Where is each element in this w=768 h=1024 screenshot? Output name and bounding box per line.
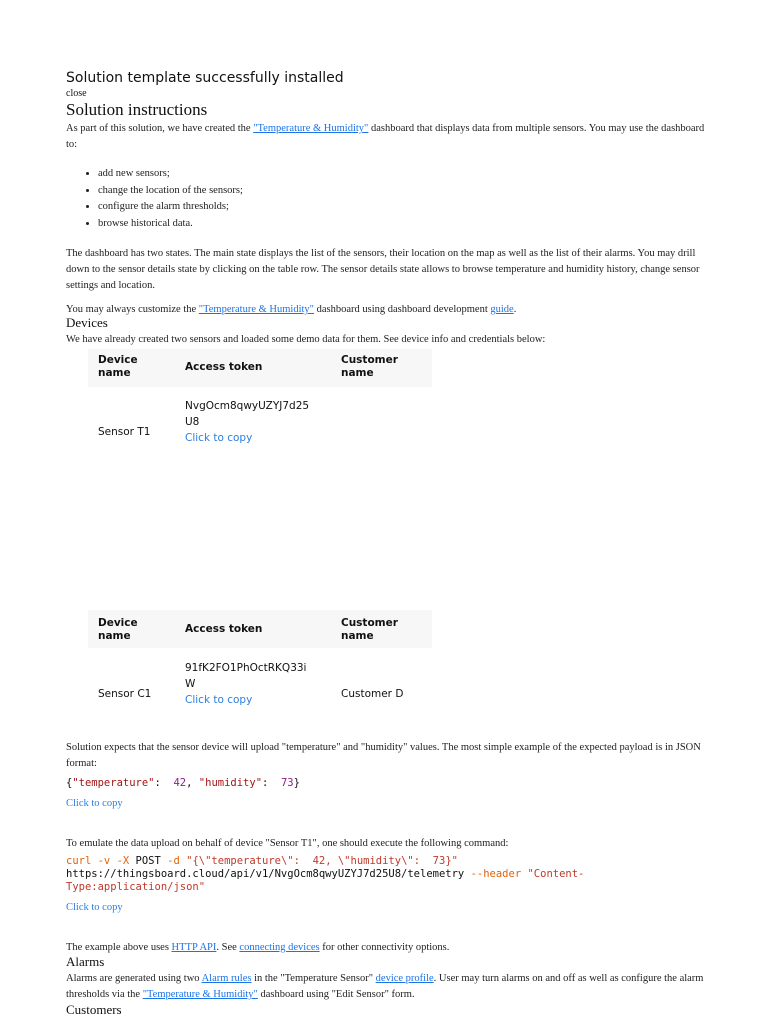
copy-token-button[interactable]: Click to copy <box>185 694 253 706</box>
code-token: 73 <box>280 777 294 789</box>
states-paragraph: The dashboard has two states. The main state displays the list of the sensors, their location on the map as well as the list of their alarms. You may drill down to the sensor details state by clicking on the table row. The sensor details state allows to browse temperature and humidity history, change sensor settings and location. <box>66 248 700 291</box>
code-token: { <box>66 777 73 789</box>
features-list <box>66 166 698 232</box>
customer-name-cell: Customer D <box>341 688 404 700</box>
column-header-token: Access token <box>185 361 263 373</box>
access-token-cell <box>185 660 306 708</box>
token-line: 91fK2FO1PhOctRKQ33i <box>185 662 307 674</box>
intro-text-after: dashboard that displays data from multiple sensors. You may use the dashboard to: <box>66 123 705 150</box>
devices-heading: Devices <box>66 315 108 330</box>
page-title: Solution template successfully installed <box>66 70 344 86</box>
code-token: "Content- <box>521 868 585 880</box>
code-token: --header <box>470 868 522 880</box>
code-token: : <box>154 777 174 789</box>
code-token: Type:application/json" <box>66 881 206 893</box>
device-name-cell: Sensor C1 <box>98 688 152 700</box>
devices-table-2 <box>88 610 432 720</box>
token-line: NvgOcm8qwyUZYJ7d25 <box>185 400 310 412</box>
alarms-text-after: dashboard using "Edit Sensor" form. <box>257 989 415 1000</box>
access-token-cell <box>185 398 309 446</box>
column-header-customer: Customer name <box>341 354 398 379</box>
alarms-text-before: Alarms are generated using two <box>66 973 202 984</box>
column-header-token: Access token <box>185 623 263 635</box>
device-profile-link[interactable]: device profile <box>375 973 434 984</box>
connecting-devices-link[interactable]: connecting devices <box>239 942 320 953</box>
dashboard-link[interactable]: "Temperature & Humidity" <box>253 123 369 134</box>
copy-command-button[interactable]: Click to copy <box>66 902 123 913</box>
guide-link[interactable]: guide <box>490 304 514 315</box>
code-token: "temperature" <box>72 777 155 789</box>
customers-heading: Customers <box>66 1002 122 1017</box>
devices-intro: We have already created two sensors and loaded some demo data for them. See device info and credentials below: <box>66 334 546 345</box>
customize-text-after: . <box>513 304 517 315</box>
payload-paragraph: Solution expects that the sensor device will upload "temperature" and "humidity" values. The most simple example of the expected payload is in JSON format: <box>66 742 701 769</box>
copy-payload-button[interactable]: Click to copy <box>66 798 123 809</box>
http-text-before: The example above uses <box>66 942 172 953</box>
instructions-intro <box>66 121 706 153</box>
code-token: POST <box>129 855 168 867</box>
device-name-cell: Sensor T1 <box>98 426 151 438</box>
code-token: , <box>186 777 199 789</box>
list-item: • configure the alarm thresholds; <box>98 199 698 216</box>
alarms-heading: Alarms <box>66 954 105 969</box>
http-text-after: for other connectivity options. <box>319 942 450 953</box>
customize-text-middle: dashboard using dashboard development <box>313 304 491 315</box>
token-line: W <box>185 678 196 690</box>
list-item: • change the location of the sensors; <box>98 183 698 200</box>
customize-text-before: You may always customize the <box>66 304 199 315</box>
alarms-text-middle: in the "Temperature Sensor" <box>251 973 376 984</box>
code-token: } <box>293 777 300 789</box>
column-header-device: Device name <box>98 354 138 379</box>
list-item: • add new sensors; <box>98 166 698 183</box>
instructions-heading: Solution instructions <box>66 100 208 119</box>
payload-code <box>66 777 300 790</box>
http-api-link[interactable]: HTTP API <box>171 942 217 953</box>
alarms-text-middle-2: . User may turn alarms on and off as well as configure the alarm thresholds via the <box>66 973 704 1000</box>
code-token: 42 <box>173 777 187 789</box>
list-item: • browse historical data. <box>98 216 698 233</box>
curl-command <box>66 855 706 894</box>
http-paragraph <box>66 940 706 956</box>
code-token: curl -v -X <box>66 855 130 867</box>
alarms-paragraph <box>66 971 706 1003</box>
customize-paragraph <box>66 302 706 318</box>
column-header-device: Device name <box>98 617 138 642</box>
copy-token-button[interactable]: Click to copy <box>185 432 253 444</box>
code-token: "{\"temperature\": 42, \"humidity\": 73}" <box>179 855 458 867</box>
code-token: : <box>262 777 281 789</box>
code-token: https://thingsboard.cloud/api/v1/NvgOcm8qwyUZYJ7d25U8/telemetry <box>66 868 471 880</box>
column-header-customer: Customer name <box>341 617 398 642</box>
devices-table-1 <box>88 349 432 459</box>
emulate-paragraph: To emulate the data upload on behalf of device "Sensor T1", one should execute the following command: <box>66 838 509 849</box>
code-token: -d <box>167 855 180 867</box>
token-line: U8 <box>185 416 200 428</box>
dashboard-link-2[interactable]: "Temperature & Humidity" <box>198 304 314 315</box>
intro-text-before: As part of this solution, we have created the <box>66 123 254 134</box>
code-token: "humidity" <box>198 777 263 789</box>
close-button[interactable]: close <box>66 88 87 99</box>
dashboard-link-3[interactable]: "Temperature & Humidity" <box>142 989 258 1000</box>
alarm-rules-link[interactable]: Alarm rules <box>201 973 252 984</box>
http-text-middle: . See <box>216 942 240 953</box>
